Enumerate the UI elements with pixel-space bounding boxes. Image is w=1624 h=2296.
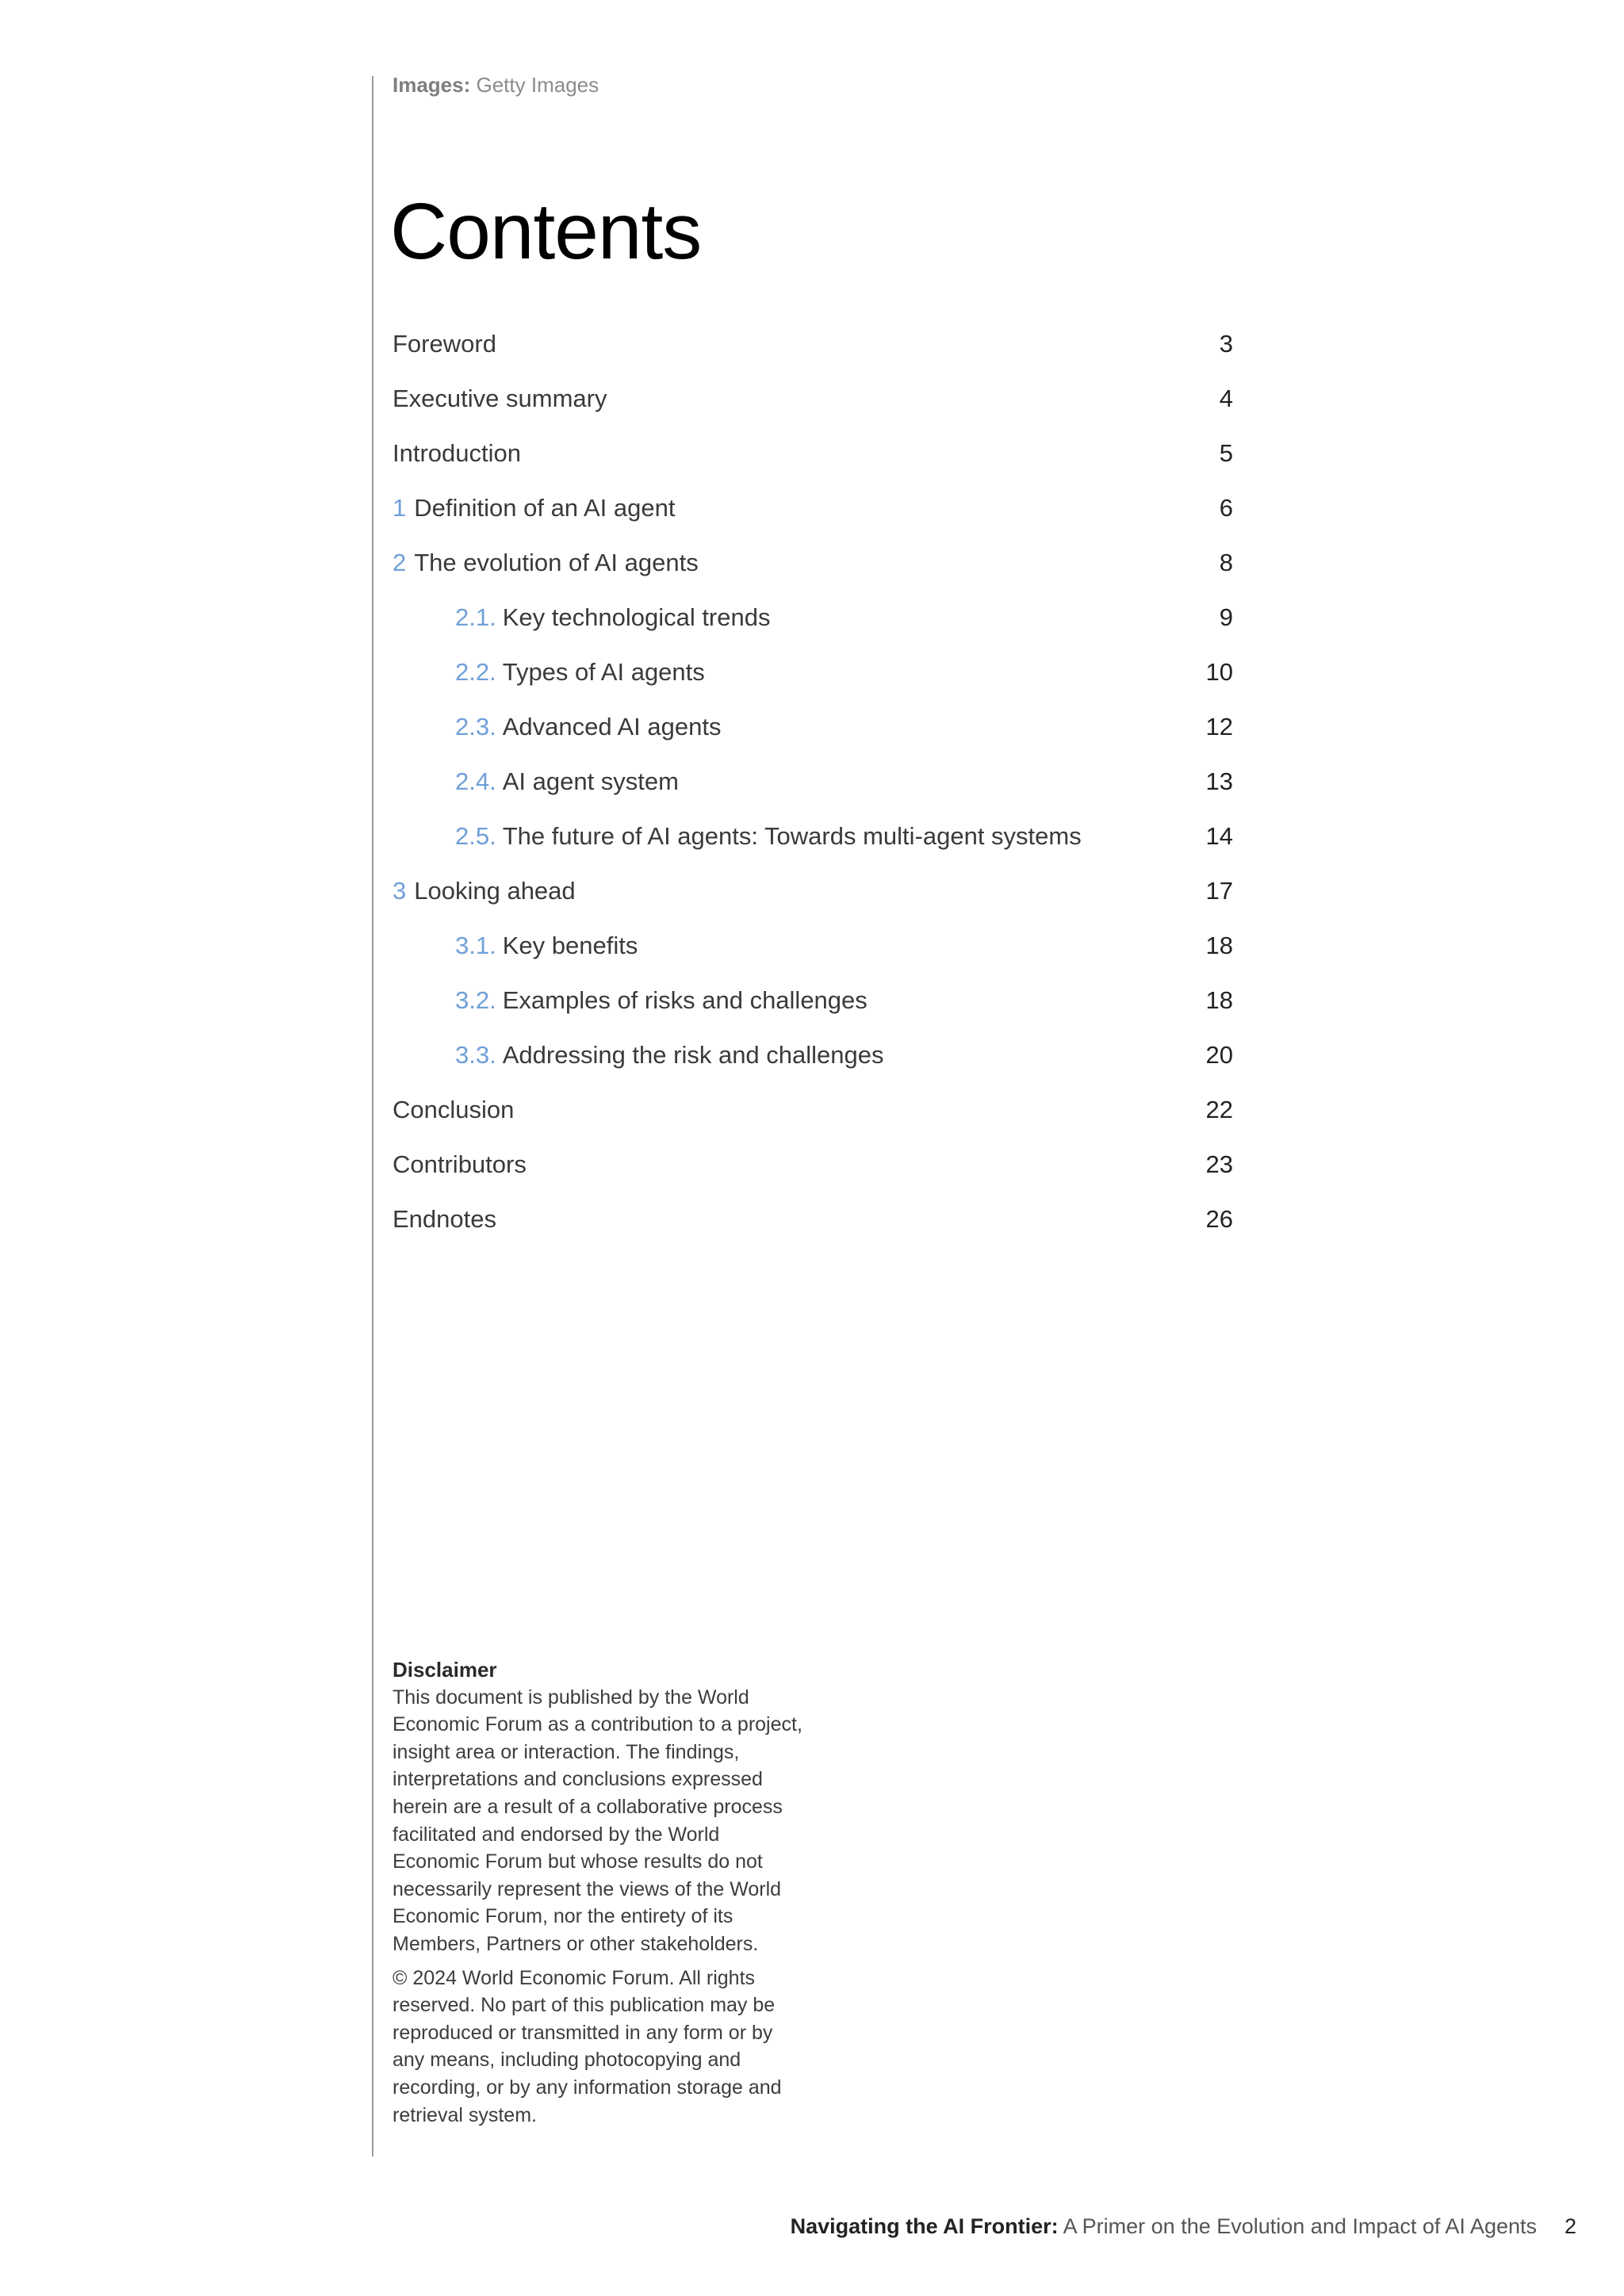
toc-entry-text: Key benefits <box>502 932 638 959</box>
toc-entry[interactable] <box>393 541 1233 595</box>
toc-page-number: 14 <box>1205 822 1233 850</box>
toc-entry[interactable] <box>393 431 1233 486</box>
toc-section-number: 1 <box>393 494 407 522</box>
disclaimer-heading: Disclaimer <box>393 1658 497 1682</box>
toc-entry-text: Looking ahead <box>414 877 576 905</box>
toc-entry[interactable] <box>393 595 1233 650</box>
toc-entry-label <box>455 760 679 804</box>
toc-entry-label <box>393 322 496 366</box>
toc-entry-label <box>455 924 638 968</box>
toc-entry-label <box>455 978 868 1023</box>
toc-page-number: 4 <box>1219 385 1233 412</box>
left-margin-rule <box>372 76 373 2156</box>
toc-entry[interactable] <box>393 924 1233 978</box>
toc-entry[interactable] <box>393 1033 1233 1088</box>
toc-page-number: 17 <box>1205 877 1233 905</box>
toc-entry-label <box>455 814 1082 859</box>
disclaimer <box>393 1656 805 2129</box>
toc-entry-text: Endnotes <box>393 1205 496 1233</box>
toc-entry[interactable] <box>393 650 1233 705</box>
footer-title-rest: A Primer on the Evolution and Impact of AI Agents <box>1063 2214 1537 2238</box>
toc-entry-label <box>455 705 721 749</box>
toc-entry-label <box>393 431 521 476</box>
toc-entry-label <box>393 869 576 913</box>
toc-section-number: 2.2. <box>455 658 496 686</box>
toc-entry-text: Advanced AI agents <box>502 713 722 740</box>
toc-entry[interactable] <box>393 486 1233 541</box>
toc-page-number: 13 <box>1205 767 1233 795</box>
toc-entry[interactable] <box>393 978 1233 1033</box>
copyright-notice: © 2024 World Economic Forum. All rights reserved. No part of this publication may be reproduced or transmitted in any form or by any means, including photocopying and recording, or by any information storage and retrieval system. <box>393 1966 782 2126</box>
toc-entry[interactable] <box>393 869 1233 924</box>
toc-entry-label <box>393 1088 514 1132</box>
page-title: Contents <box>390 187 702 276</box>
toc-page-number: 10 <box>1205 658 1233 686</box>
toc-entry-text: Types of AI agents <box>502 658 705 686</box>
page-number: 2 <box>1564 2214 1576 2238</box>
table-of-contents <box>393 322 1233 1252</box>
toc-section-number: 2 <box>393 549 407 576</box>
toc-page-number: 20 <box>1205 1041 1233 1069</box>
page-footer <box>790 2212 1576 2241</box>
toc-entry[interactable] <box>393 1142 1233 1197</box>
toc-entry-text: Conclusion <box>393 1096 515 1123</box>
toc-page-number: 18 <box>1205 932 1233 959</box>
toc-entry[interactable] <box>393 814 1233 869</box>
footer-title-bold: Navigating the AI Frontier: <box>790 2214 1059 2238</box>
toc-entry[interactable] <box>393 760 1233 814</box>
toc-section-number: 2.3. <box>455 713 496 740</box>
toc-entry-text: AI agent system <box>502 767 679 795</box>
toc-entry-label <box>455 650 705 695</box>
toc-page-number: 23 <box>1205 1150 1233 1178</box>
toc-page-number: 12 <box>1205 713 1233 740</box>
toc-entry-label <box>393 541 699 585</box>
toc-entry[interactable] <box>393 705 1233 760</box>
toc-entry-text: The future of AI agents: Towards multi-agent systems <box>502 822 1082 850</box>
toc-page-number: 8 <box>1219 549 1233 576</box>
toc-entry-text: Executive summary <box>393 385 607 412</box>
toc-section-number: 3.1. <box>455 932 496 959</box>
image-credit-value: Getty Images <box>476 73 599 97</box>
toc-section-number: 3.3. <box>455 1041 496 1069</box>
toc-entry-label <box>393 486 675 530</box>
toc-page-number: 9 <box>1219 603 1233 631</box>
image-credit-label: Images: <box>393 73 471 97</box>
toc-entry-text: Examples of risks and challenges <box>502 986 868 1014</box>
toc-page-number: 5 <box>1219 439 1233 467</box>
toc-section-number: 3.2. <box>455 986 496 1014</box>
toc-entry-label <box>393 377 607 421</box>
toc-page-number: 26 <box>1205 1205 1233 1233</box>
toc-page-number: 18 <box>1205 986 1233 1014</box>
toc-entry-text: Introduction <box>393 439 521 467</box>
toc-entry[interactable] <box>393 1197 1233 1252</box>
toc-entry[interactable] <box>393 1088 1233 1142</box>
toc-entry-text: Foreword <box>393 330 496 358</box>
disclaimer-body: This document is published by the World Economic Forum as a contribution to a project, insight area or interaction. The findings, interpretations and conclusions expressed herein are a result of a collaborative process facilitated and endorsed by the World Economic Forum but whose results do not necessarily represent the views of the World Economic Forum, nor the entirety of its Members, Partners or other stakeholders. <box>393 1686 802 1955</box>
toc-section-number: 2.4. <box>455 767 496 795</box>
toc-entry-label <box>393 1197 496 1242</box>
toc-page-number: 6 <box>1219 494 1233 522</box>
toc-page-number: 3 <box>1219 330 1233 358</box>
toc-section-number: 2.5. <box>455 822 496 850</box>
image-credit <box>393 71 599 98</box>
toc-page-number: 22 <box>1205 1096 1233 1123</box>
toc-entry-label <box>455 1033 884 1077</box>
toc-entry-text: The evolution of AI agents <box>414 549 699 576</box>
toc-entry-text: Contributors <box>393 1150 527 1178</box>
toc-entry[interactable] <box>393 377 1233 431</box>
toc-section-number: 2.1. <box>455 603 496 631</box>
toc-entry-label <box>393 1142 527 1187</box>
toc-entry-label <box>455 595 770 640</box>
toc-entry-text: Addressing the risk and challenges <box>502 1041 884 1069</box>
toc-entry-text: Definition of an AI agent <box>414 494 676 522</box>
toc-section-number: 3 <box>393 877 407 905</box>
toc-entry-text: Key technological trends <box>502 603 771 631</box>
toc-entry[interactable] <box>393 322 1233 377</box>
